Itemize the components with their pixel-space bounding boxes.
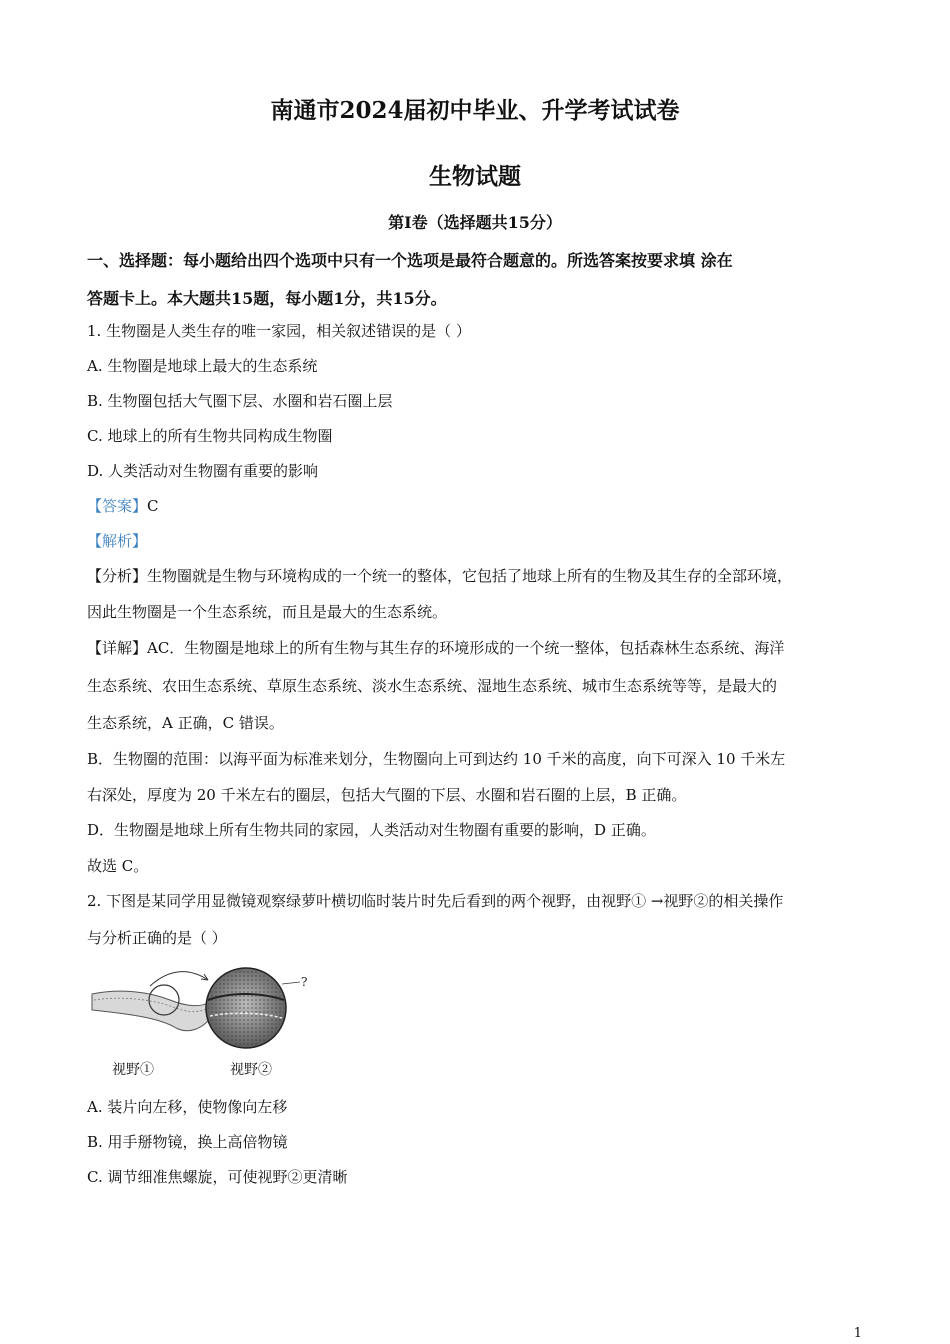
exam-title: 南通市2024届初中毕业、升学考试试卷: [270, 97, 680, 124]
q1-option-a: A. 生物圈是地球上最大的生态系统: [87, 357, 318, 375]
analysis-line-4: 生态系统、农田生态系统、草原生态系统、淡水生态系统、湿地生态系统、城市生态系统等等，是最大的: [87, 677, 778, 695]
leaf-cross-section: [92, 991, 212, 1031]
analysis-tag: 【解析】: [87, 532, 148, 550]
field-2-label: 视野②: [230, 1062, 272, 1078]
part-title: 第Ⅰ卷（选择题共15分）: [388, 213, 562, 232]
q1-option-b: B. 生物圈包括大气圈下层、水圈和岩石圈上层: [87, 392, 393, 410]
q2-stem-line-2: 与分析正确的是（ ）: [87, 929, 227, 947]
analysis-line-3: 【详解】AC．生物圈是地球上的所有生物与其生存的环境形成的一个统一整体，包括森林生态系统、海洋: [87, 639, 785, 657]
section-instructions-line-2: 答题卡上。本大题共15题，每小题1分，共15分。: [87, 289, 447, 308]
q1-answer: [87, 497, 159, 515]
q2-option-b: B. 用手掰物镜，换上高倍物镜: [87, 1133, 288, 1151]
q1-option-d: D. 人类活动对生物圈有重要的影响: [87, 462, 319, 480]
analysis-line-1: 【分析】生物圈就是生物与环境构成的一个统一的整体，它包括了地球上所有的生物及其生存的全部环境，: [87, 567, 793, 585]
analysis-line-2: 因此生物圈是一个生态系统，而且是最大的生态系统。: [87, 603, 448, 621]
q2-stem-line-1: 2. 下图是某同学用显微镜观察绿萝叶横切临时装片时先后看到的两个视野，由视野① →视野②的相关操作: [87, 892, 784, 910]
answer-value: C: [147, 497, 159, 515]
question-mark: ?: [301, 975, 308, 989]
answer-tag: 【答案】: [87, 497, 148, 515]
q2-option-c: C. 调节细准焦螺旋，可使视野②更清晰: [87, 1168, 348, 1186]
analysis-line-8: D．生物圈是地球上所有生物共同的家园，人类活动对生物圈有重要的影响，D 正确。: [87, 821, 656, 839]
microscope-figure: [90, 962, 330, 1080]
microscope-fields-illustration: [90, 962, 330, 1080]
subject-title: 生物试题: [429, 163, 521, 190]
q1-option-c: C. 地球上的所有生物共同构成生物圈: [87, 427, 333, 445]
analysis-line-9: 故选 C。: [87, 857, 149, 875]
analysis-line-7: 右深处，厚度为 20 千米左右的圈层，包括大气圈的下层、水圈和岩石圈的上层，B 正确。: [87, 786, 687, 804]
page-number: 1: [853, 1326, 862, 1341]
q1-stem: 1. 生物圈是人类生存的唯一家园，相关叙述错误的是（ ）: [87, 322, 471, 340]
section-instructions-line-1: 一、选择题：每小题给出四个选项中只有一个选项是最符合题意的。所选答案按要求填 涂在: [87, 251, 733, 270]
analysis-line-6: B．生物圈的范围：以海平面为标准来划分，生物圈向上可到达约 10 千米的高度，向下可深入 10 千米左: [87, 750, 786, 768]
field-1-label: 视野①: [112, 1062, 154, 1078]
q2-option-a: A. 装片向左移，使物像向左移: [87, 1098, 288, 1116]
arrow: [150, 972, 208, 986]
analysis-line-5: 生态系统，A 正确，C 错误。: [87, 714, 284, 732]
